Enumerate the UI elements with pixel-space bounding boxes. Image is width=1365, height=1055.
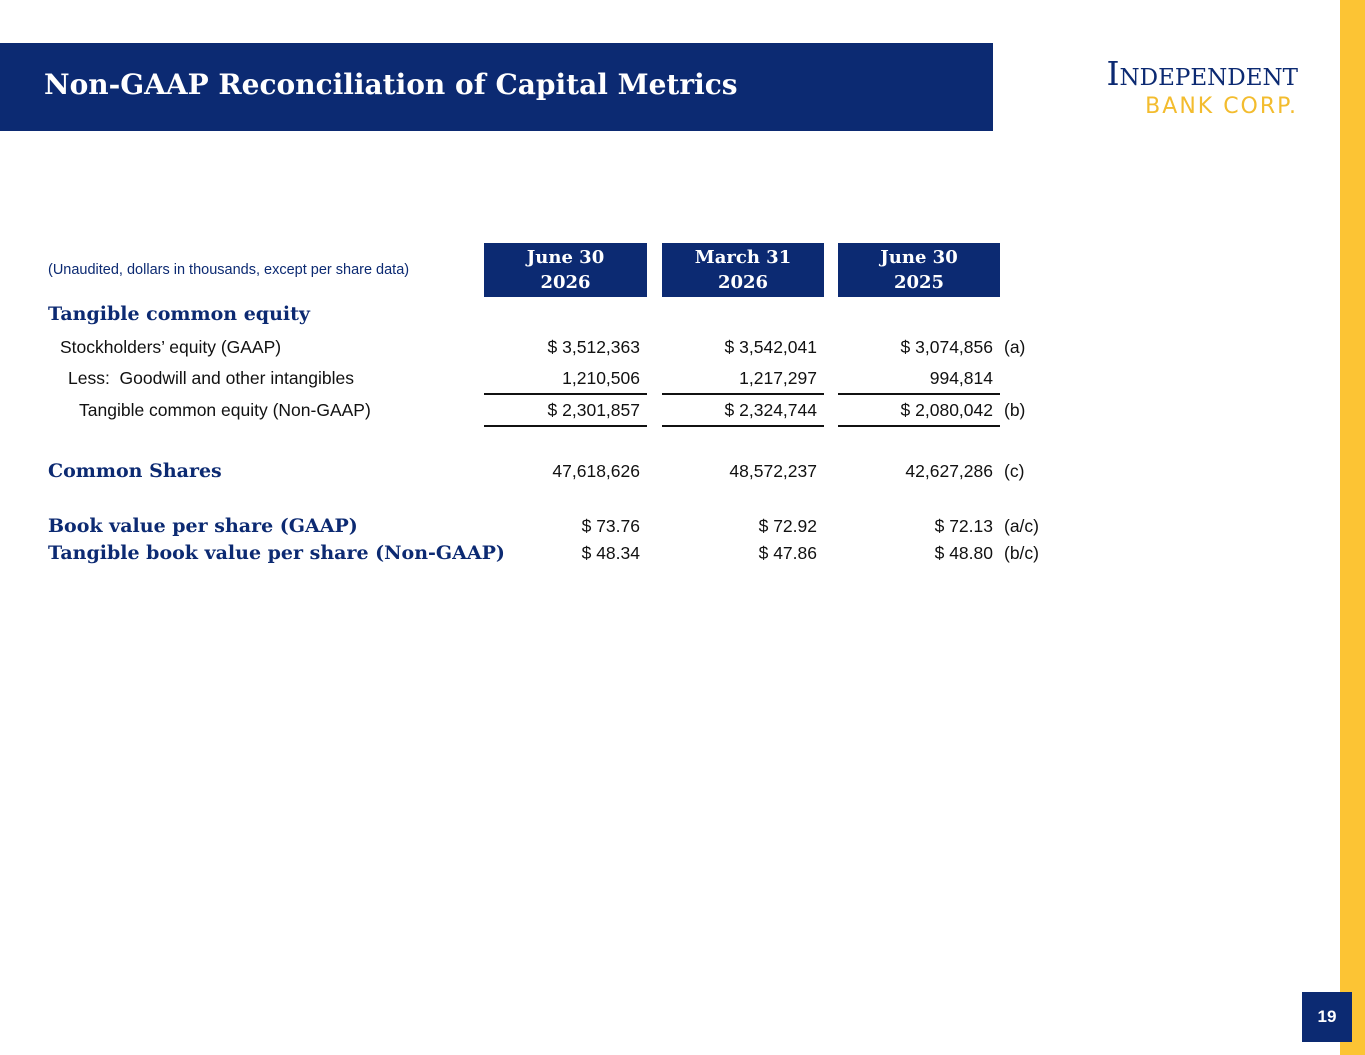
cell-book-value-per-share-col1: $ 73.76 [581,516,640,536]
cell-common-shares-col1: 47,618,626 [552,461,640,481]
column-header-2 [662,243,824,297]
ref-tangible-common-equity: (b) [1004,400,1026,420]
row-label-tangible-book-value-per-share: Tangible book value per share (Non-GAAP) [48,542,505,564]
section-heading-tangible-common-equity: Tangible common equity [48,303,310,325]
subtotal-rule-col1 [484,393,647,395]
cell-tangible-common-equity-col2: $ 2,324,744 [724,400,817,420]
total-rule-col2 [662,425,824,427]
column-header-1 [484,243,647,297]
column-header-3 [838,243,1000,297]
column-header-3-line1: June 30 [880,247,958,268]
cell-common-shares-col3: 42,627,286 [905,461,993,481]
row-label-goodwill: Less: Goodwill and other intangibles [68,368,355,388]
cell-goodwill-col1: 1,210,506 [562,368,640,388]
page-title: Non-GAAP Reconciliation of Capital Metrics [44,68,738,101]
cell-book-value-per-share-col3: $ 72.13 [934,516,993,536]
total-rule-col1 [484,425,647,427]
column-header-2-line2: 2026 [717,272,769,293]
cell-tangible-common-equity-col3: $ 2,080,042 [900,400,993,420]
page-number: 19 [1302,992,1352,1042]
logo-wordmark: Independent [1106,54,1298,93]
cell-tangible-book-value-per-share-col2: $ 47.86 [758,543,817,563]
cell-tangible-book-value-per-share-col3: $ 48.80 [934,543,993,563]
total-rule-col3 [838,425,1000,427]
cell-stockholders-equity-col3: $ 3,074,856 [900,337,993,357]
ref-tangible-book-value-per-share: (b/c) [1004,543,1039,563]
subtotal-rule-col2 [662,393,824,395]
cell-stockholders-equity-col1: $ 3,512,363 [547,337,640,357]
column-header-1-line2: 2026 [540,272,591,293]
ref-book-value-per-share: (a/c) [1004,516,1039,536]
logo-subtitle: BANK CORP. [1145,94,1298,119]
cell-tangible-book-value-per-share-col1: $ 48.34 [581,543,640,563]
table-note: (Unaudited, dollars in thousands, except per share data) [48,262,410,278]
row-label-book-value-per-share: Book value per share (GAAP) [48,515,358,537]
cell-common-shares-col2: 48,572,237 [729,461,817,481]
row-label-stockholders-equity: Stockholders’ equity (GAAP) [60,337,282,357]
cell-stockholders-equity-col2: $ 3,542,041 [724,337,817,357]
side-accent-stripe [1340,0,1365,1055]
column-header-1-line1: June 30 [526,247,605,268]
cell-goodwill-col3: 994,814 [929,368,993,388]
subtotal-rule-col3 [838,393,1000,395]
company-logo [1020,54,1302,124]
column-header-3-line2: 2025 [893,272,945,293]
row-label-tangible-common-equity: Tangible common equity (Non-GAAP) [79,400,371,420]
column-header-2-line1: March 31 [694,247,792,268]
cell-goodwill-col2: 1,217,297 [739,368,817,388]
row-label-common-shares: Common Shares [48,460,222,482]
ref-common-shares: (c) [1004,461,1025,481]
ref-stockholders-equity: (a) [1004,337,1026,357]
cell-tangible-common-equity-col1: $ 2,301,857 [547,400,640,420]
cell-book-value-per-share-col2: $ 72.92 [758,516,817,536]
